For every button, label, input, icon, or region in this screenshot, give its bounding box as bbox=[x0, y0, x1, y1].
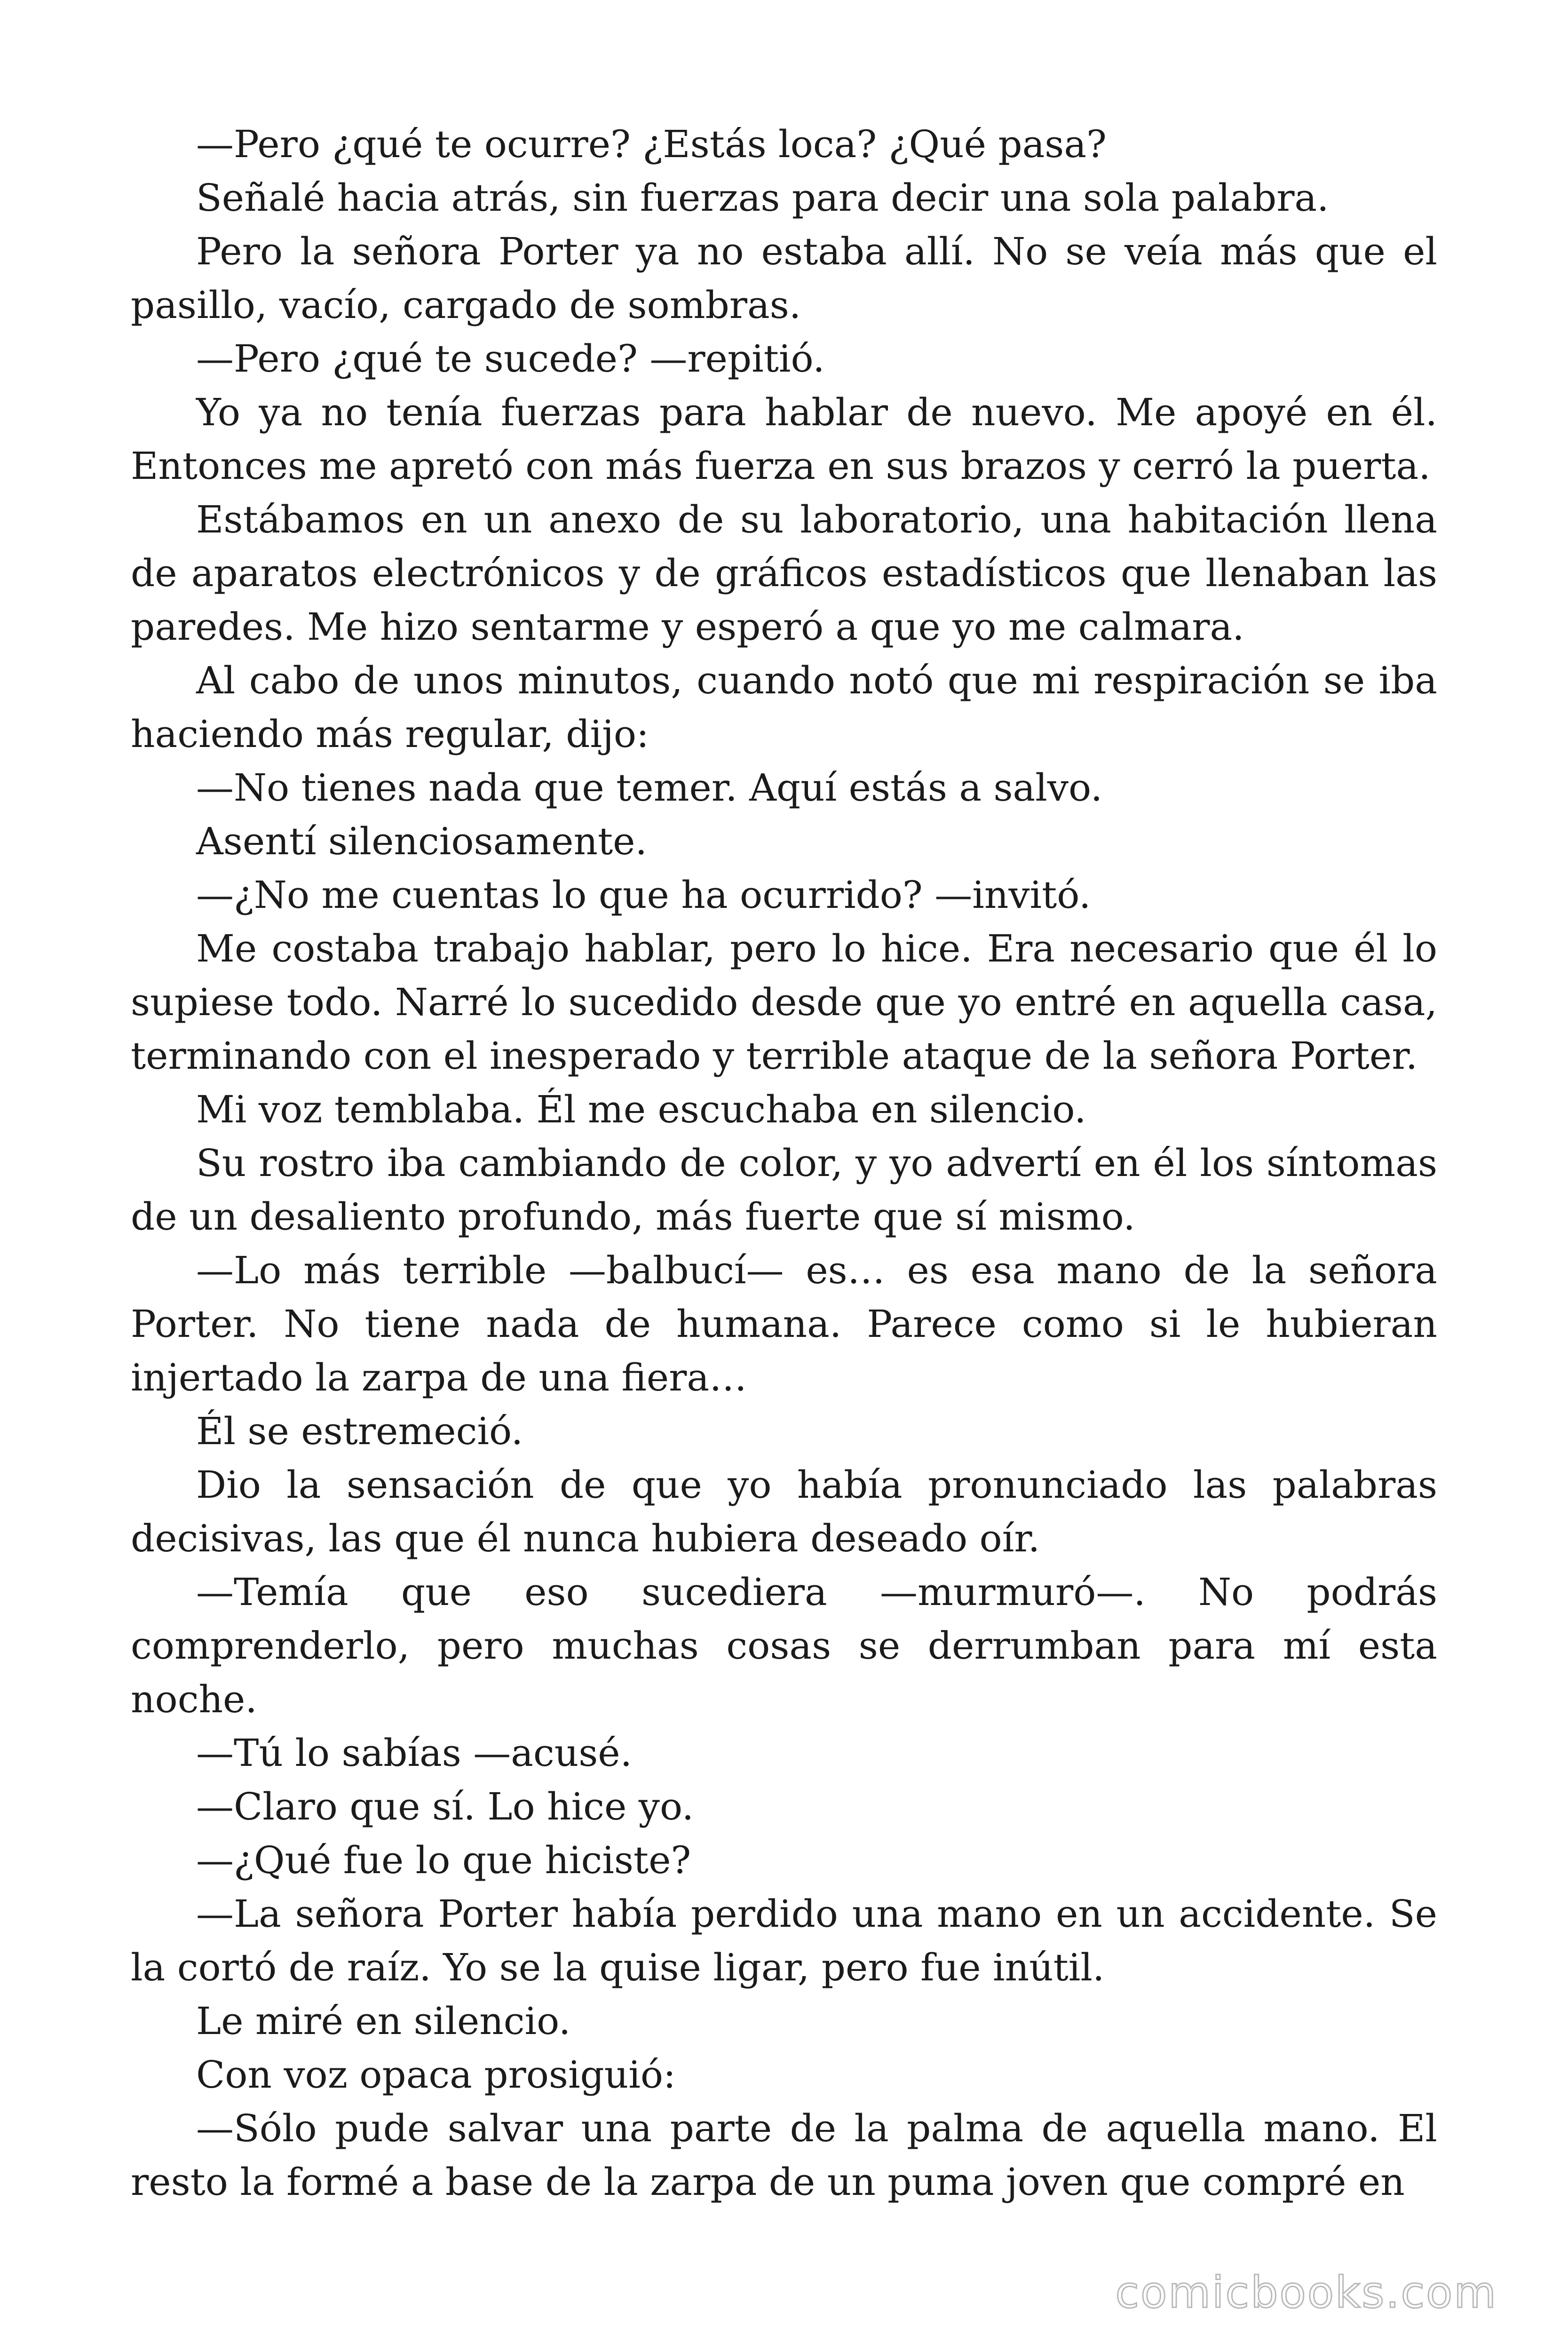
paragraph: Señalé hacia atrás, sin fuerzas para decir una sola palabra. bbox=[196, 176, 1329, 220]
paragraph: —Pero ¿qué te ocurre? ¿Estás loca? ¿Qué pasa? bbox=[196, 122, 1107, 166]
paragraph: —Sólo pude salvar una parte de la palma de aquella mano. El resto la formé a base de la zarpa de un puma joven que compré en bbox=[131, 2106, 1437, 2204]
paragraph: Estábamos en un anexo de su laboratorio, una habitación llena de aparatos electrónicos y de gráficos estadísticos que llenaban las paredes. Me hizo sentarme y esperó a que yo me calmara. bbox=[131, 498, 1437, 649]
paragraph: Yo ya no tenía fuerzas para hablar de nuevo. Me apoyé en él. Entonces me apretó con más fuerza en sus brazos y cerró la puerta. bbox=[131, 390, 1437, 488]
paragraph: Al cabo de unos minutos, cuando notó que mi respiración se iba haciendo más regular, dijo: bbox=[131, 659, 1437, 756]
paragraph: Mi voz temblaba. Él me escuchaba en silencio. bbox=[196, 1088, 1086, 1131]
paragraph: Su rostro iba cambiando de color, y yo advertí en él los síntomas de un desaliento profundo, más fuerte que sí mismo. bbox=[131, 1141, 1437, 1239]
paragraph: Me costaba trabajo hablar, pero lo hice. Era necesario que él lo supiese todo. Narré lo sucedido desde que yo entré en aquella casa, terminando con el inesperado y terrible ataque de la señora Porter. bbox=[131, 927, 1437, 1078]
paragraph: —Temía que eso sucediera —murmuró—. No podrás comprenderlo, pero muchas cosas se derrumban para mí esta noche. bbox=[131, 1570, 1437, 1721]
watermark: comicbooks.com bbox=[1115, 2267, 1497, 2318]
paragraph: Pero la señora Porter ya no estaba allí. No se veía más que el pasillo, vacío, cargado de sombras. bbox=[131, 230, 1437, 327]
paragraph: Asentí silenciosamente. bbox=[196, 819, 647, 863]
paragraph: —No tienes nada que temer. Aquí estás a salvo. bbox=[196, 766, 1103, 810]
paragraph: Dio la sensación de que yo había pronunciado las palabras decisivas, las que él nunca hubiera deseado oír. bbox=[131, 1463, 1437, 1560]
paragraph: —¿Qué fue lo que hiciste? bbox=[196, 1838, 691, 1882]
paragraph: —La señora Porter había perdido una mano en un accidente. Se la cortó de raíz. Yo se la quise ligar, pero fue inútil. bbox=[131, 1892, 1437, 1989]
paragraph: —¿No me cuentas lo que ha ocurrido? —invitó. bbox=[196, 873, 1091, 917]
paragraph: Con voz opaca prosiguió: bbox=[196, 2053, 676, 2097]
page-body bbox=[131, 118, 1437, 2209]
paragraph: Le miré en silencio. bbox=[196, 1999, 571, 2043]
paragraph: —Claro que sí. Lo hice yo. bbox=[196, 1785, 694, 1828]
paragraph: —Pero ¿qué te sucede? —repitió. bbox=[196, 337, 825, 381]
paragraph: —Tú lo sabías —acusé. bbox=[196, 1731, 633, 1775]
paragraph: —Lo más terrible —balbucí— es… es esa mano de la señora Porter. No tiene nada de humana. Parece como si le hubieran injertado la zarpa de una fiera… bbox=[131, 1248, 1437, 1399]
paragraph: Él se estremeció. bbox=[196, 1409, 523, 1453]
